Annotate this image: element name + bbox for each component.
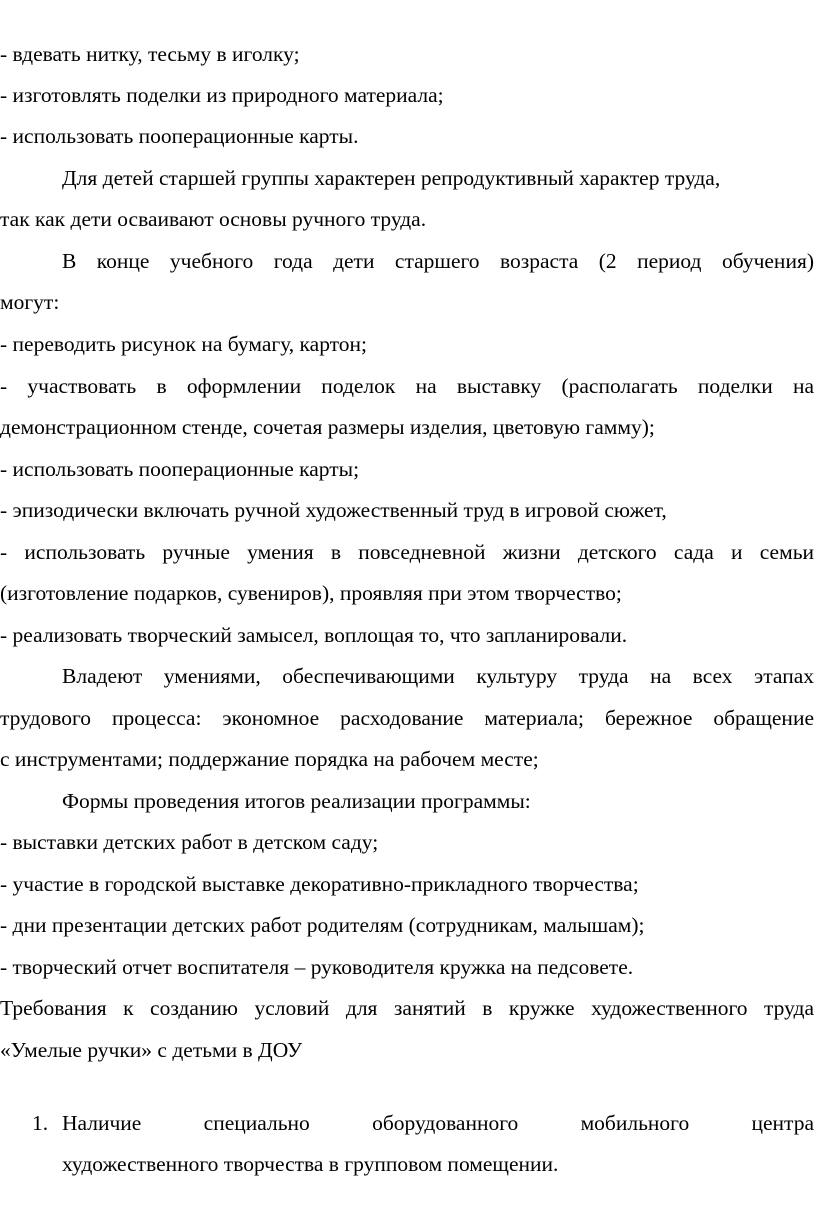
paragraph-line: трудового процесса: экономное расходование материала; бережное обращение bbox=[0, 706, 814, 730]
bullet-line: (изготовление подарков, сувениров), проявляя при этом творчество; bbox=[0, 581, 622, 605]
list-item-line: художественного творчества в групповом помещении. bbox=[62, 1152, 559, 1176]
paragraph-line: могут: bbox=[0, 290, 60, 314]
bullet-line: - использовать пооперационные карты; bbox=[0, 457, 360, 481]
paragraph-line: В конце учебного года дети старшего возраста (2 период обучения) bbox=[62, 249, 814, 273]
heading-line: «Умелые ручки» с детьми в ДОУ bbox=[0, 1038, 303, 1062]
bullet-line: - выставки детских работ в детском саду; bbox=[0, 830, 379, 854]
section-heading: Формы проведения итогов реализации программы: bbox=[62, 789, 531, 813]
bullet-line: - участвовать в оформлении поделок на выставку (располагать поделки на bbox=[0, 374, 814, 398]
heading-line: Требования к созданию условий для занятий в кружке художественного труда bbox=[0, 996, 814, 1020]
bullet-line: - вдевать нитку, тесьму в иголку; bbox=[0, 42, 300, 66]
bullet-line: - участие в городской выставке декоративно-прикладного творчества; bbox=[0, 872, 639, 896]
paragraph-line: Владеют умениями, обеспечивающими культуру труда на всех этапах bbox=[62, 664, 814, 688]
list-number: 1. bbox=[32, 1111, 49, 1135]
paragraph-line: Для детей старшей группы характерен репродуктивный характер труда, bbox=[62, 166, 721, 190]
bullet-line: - дни презентации детских работ родителям (сотрудникам, малышам); bbox=[0, 913, 645, 937]
paragraph-line: с инструментами; поддержание порядка на рабочем месте; bbox=[0, 747, 539, 771]
bullet-line: - использовать ручные умения в повседневной жизни детского сада и семьи bbox=[0, 540, 814, 564]
bullet-line: - переводить рисунок на бумагу, картон; bbox=[0, 332, 368, 356]
bullet-line: - реализовать творческий замысел, воплощая то, что запланировали. bbox=[0, 623, 628, 647]
bullet-line: - эпизодически включать ручной художественный труд в игровой сюжет, bbox=[0, 498, 667, 522]
list-item-line: Наличие специально оборудованного мобильного центра bbox=[62, 1111, 814, 1135]
bullet-line: - использовать пооперационные карты. bbox=[0, 124, 359, 148]
bullet-line: - творческий отчет воспитателя – руководителя кружка на педсовете. bbox=[0, 955, 634, 979]
bullet-line: демонстрационном стенде, сочетая размеры изделия, цветовую гамму); bbox=[0, 415, 655, 439]
paragraph-line: так как дети осваивают основы ручного труда. bbox=[0, 207, 427, 231]
bullet-line: - изготовлять поделки из природного материала; bbox=[0, 83, 444, 107]
